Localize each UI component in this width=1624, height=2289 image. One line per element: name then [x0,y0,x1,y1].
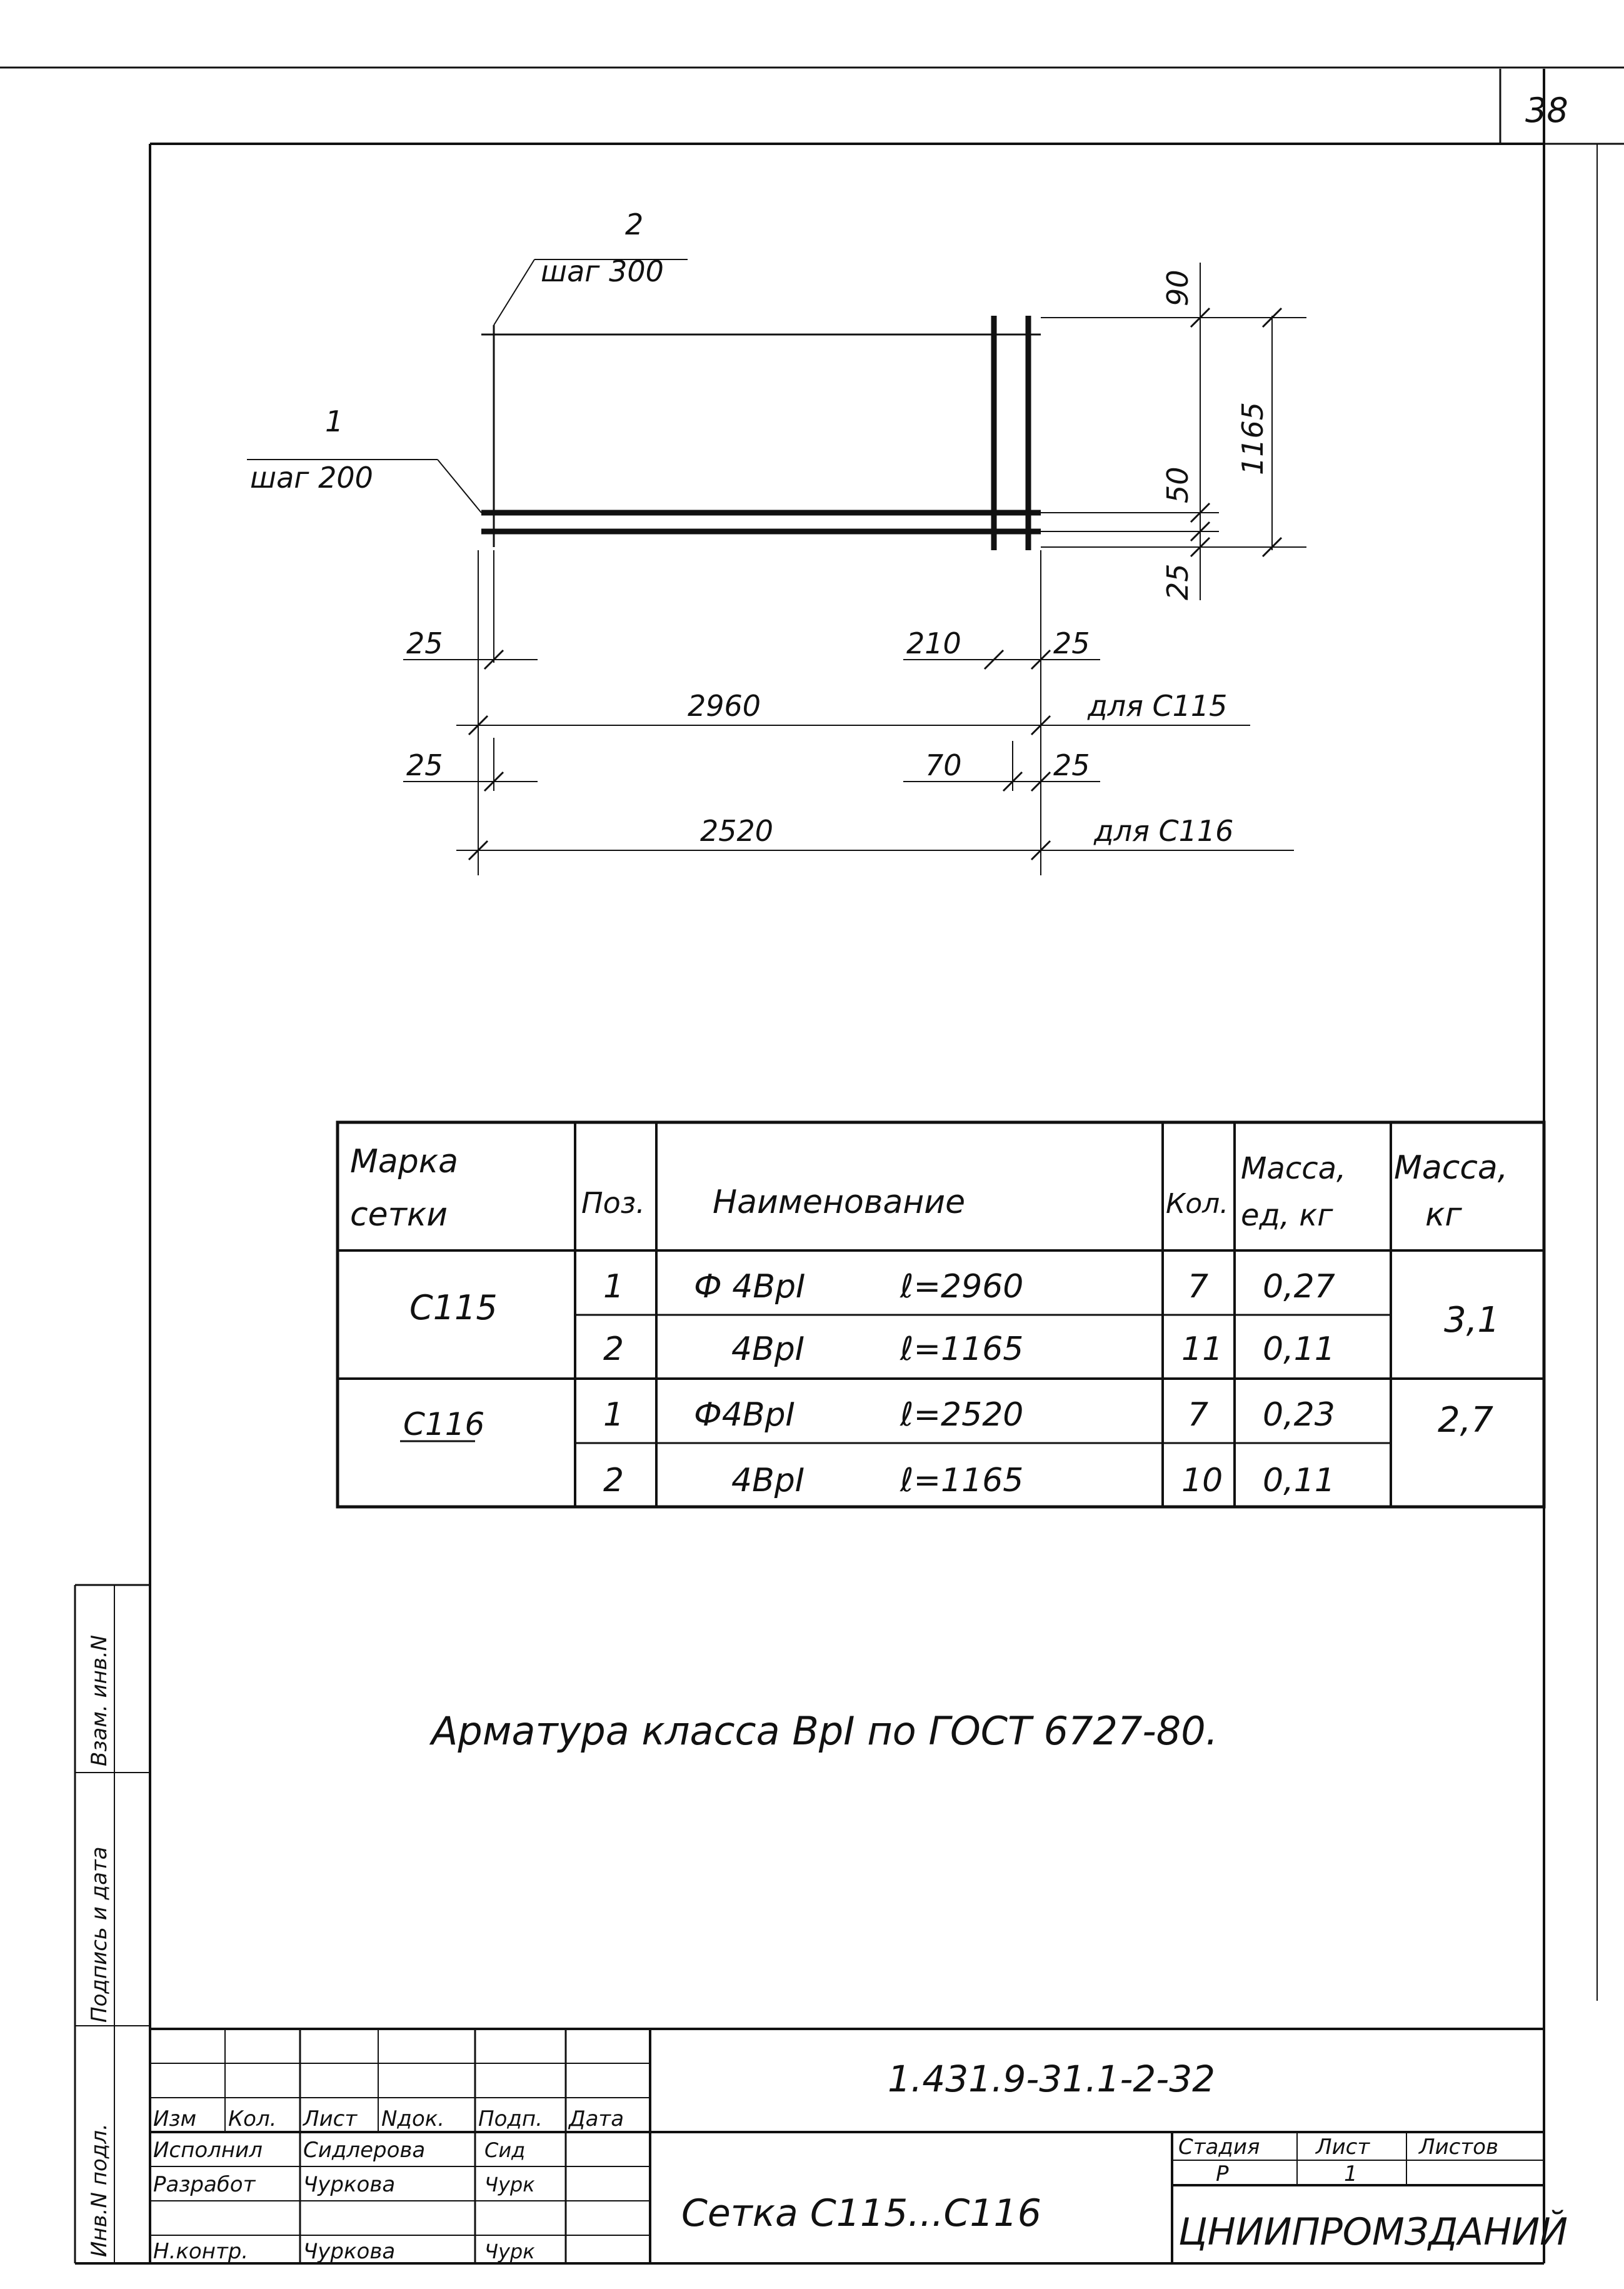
dim-1165: 1165 [1236,401,1270,475]
doc-code: 1.431.9-31.1-2-32 [888,2058,1216,2100]
bar2-step-label: шаг 300 [541,254,664,288]
group-c116-mark: С116 [403,1406,485,1442]
tb-role-2: Разработ [153,2172,256,2197]
dim-25-vertical: 25 [1161,563,1195,600]
dim-25-left-b: 25 [406,748,443,782]
dim-70: 70 [925,748,962,782]
tb-hdr-list: Лист [303,2106,358,2131]
hdr-qty: Кол. [1166,1188,1229,1220]
tb-name-1: Сидлерова [303,2138,426,2163]
hdr-mark-line1: Марка [350,1143,459,1180]
sheets-label: Листов [1419,2135,1499,2160]
group-c116-total-mass: 2,7 [1438,1400,1494,1441]
tb-role-1: Исполнил [153,2138,263,2163]
hdr-unit-mass-line1: Масса, [1241,1151,1346,1186]
tb-hdr-data: Дата [569,2106,624,2131]
group-c115-mark: С115 [409,1288,498,1327]
dim-25-right-b: 25 [1053,748,1090,782]
sheet-value: 1 [1344,2161,1358,2186]
tb-role-4: Н.контр. [153,2239,249,2264]
stamp-vzam-inv: Взам. инв.N [87,1634,112,1766]
hdr-pos: Поз. [581,1186,645,1220]
dim-2520: 2520 [700,814,774,848]
for-c115-label: для С115 [1088,689,1228,723]
mesh-drawing [247,259,1306,875]
hdr-total-mass-line1: Масса, [1394,1149,1508,1187]
dim-210: 210 [906,626,961,660]
stage-value: Р [1216,2161,1229,2186]
stamp-podpis-data: Подпись и дата [87,1846,112,2023]
stamp-inv-podl: Инв.N подл. [87,2123,112,2257]
tb-hdr-podp: Подп. [478,2106,543,2131]
row-c115-2-qty: 11 [1181,1331,1223,1368]
tb-sign-4: Чурк [484,2240,535,2263]
tb-hdr-izm: Изм [153,2106,197,2131]
row-c115-1-qty: 7 [1188,1268,1209,1305]
tb-name-4: Чуркова [303,2239,396,2264]
row-c115-2-unit-mass: 0,11 [1263,1331,1335,1368]
row-c116-1-pos: 1 [603,1396,624,1434]
tb-hdr-ndok: Nдок. [381,2106,445,2131]
dim-2960: 2960 [688,689,761,723]
drawing-title: Сетка С115...С116 [681,2191,1041,2235]
row-c115-1-name: Ф 4ВрI [694,1268,806,1305]
hdr-mark-line2: сетки [350,1196,448,1234]
sheet-number: 38 [1525,91,1568,130]
group-c115-total-mass: 3,1 [1444,1300,1500,1341]
for-c116-label: для С116 [1094,814,1234,848]
dim-50: 50 [1161,466,1195,503]
note-text: Арматура класса ВрI по ГОСТ 6727-80. [431,1708,1218,1754]
bar1-step-label: шаг 200 [250,461,373,495]
organization: ЦНИИПРОМЗДАНИЙ [1178,2210,1568,2254]
hdr-total-mass-line2: кг [1425,1196,1462,1234]
sheet-label: Лист [1316,2135,1370,2160]
row-c116-1-length: ℓ=2520 [900,1396,1024,1434]
dim-25-left-a: 25 [406,626,443,660]
row-c116-2-qty: 10 [1181,1462,1223,1499]
bar1-pos-label: 1 [325,405,344,438]
row-c116-2-pos: 2 [603,1462,624,1499]
dim-25-right-a: 25 [1053,626,1090,660]
row-c116-2-unit-mass: 0,11 [1263,1462,1335,1499]
row-c115-2-pos: 2 [603,1331,624,1368]
spec-table-grid [338,1122,1544,1507]
row-c116-1-qty: 7 [1188,1396,1209,1434]
row-c115-1-pos: 1 [603,1268,624,1305]
hdr-unit-mass-line2: ед, кг [1241,1198,1333,1233]
row-c116-1-unit-mass: 0,23 [1263,1396,1335,1434]
row-c115-2-name: 4ВрI [731,1331,805,1368]
hdr-name: Наименование [713,1184,966,1221]
row-c116-2-name: 4ВрI [731,1462,805,1499]
row-c115-1-unit-mass: 0,27 [1263,1268,1335,1305]
row-c116-2-length: ℓ=1165 [900,1462,1024,1499]
tb-sign-1: Сид [484,2138,526,2162]
dim-90: 90 [1161,269,1195,306]
tb-name-2: Чуркова [303,2172,396,2197]
row-c116-1-name: Ф4ВрI [694,1396,795,1434]
tb-hdr-kol: Кол. [228,2106,277,2131]
row-c115-2-length: ℓ=1165 [900,1331,1024,1368]
tb-sign-2: Чурк [484,2173,535,2196]
bar2-pos-label: 2 [625,208,644,241]
stage-label: Стадия [1178,2135,1260,2160]
row-c115-1-length: ℓ=2960 [900,1268,1024,1305]
